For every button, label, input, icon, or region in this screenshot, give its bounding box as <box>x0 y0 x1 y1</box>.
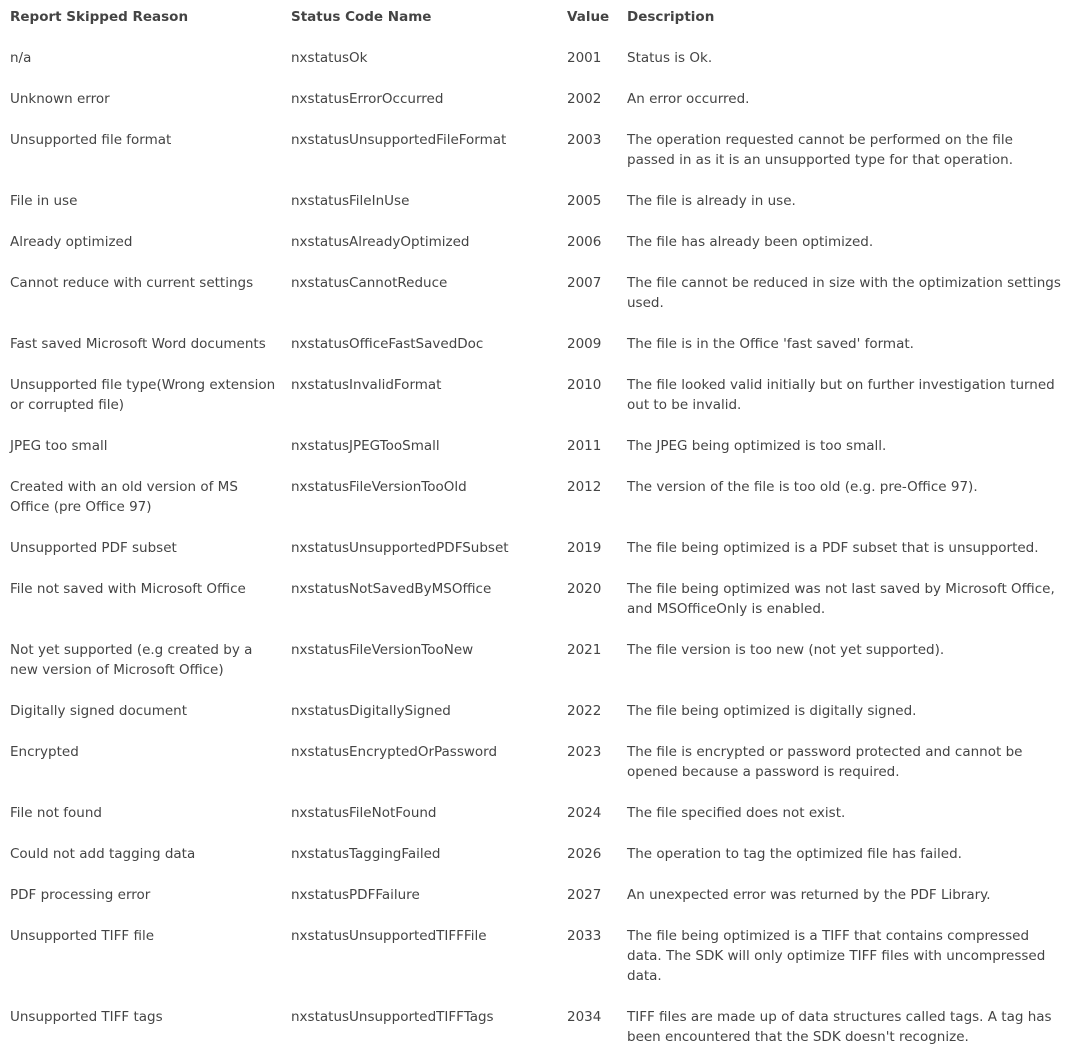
status-code-cell: nxstatusFileNotFound <box>291 805 437 821</box>
reason-cell: File not found <box>10 805 102 821</box>
description-cell: The file looked valid initially but on further investigation turned out to be invalid. <box>627 377 1055 413</box>
reason-cell: Encrypted <box>10 744 79 760</box>
table-row <box>0 225 1070 266</box>
status-code-cell: nxstatusDigitallySigned <box>291 703 451 719</box>
description-cell: The file version is too new (not yet supported). <box>627 642 945 658</box>
description-cell: The file being optimized was not last saved by Microsoft Office, and MSOfficeOnly is enabled. <box>627 581 1055 617</box>
value-cell: 2020 <box>567 581 602 597</box>
description-cell: The file cannot be reduced in size with the optimization settings used. <box>627 275 1061 311</box>
reason-cell: n/a <box>10 50 32 66</box>
value-cell: 2005 <box>567 193 602 209</box>
value-cell: 2002 <box>567 91 602 107</box>
description-cell: The file is in the Office 'fast saved' format. <box>627 336 914 352</box>
description-cell: The operation to tag the optimized file has failed. <box>627 846 962 862</box>
table-row <box>0 41 1070 82</box>
description-cell: An error occurred. <box>627 91 750 107</box>
status-code-cell: nxstatusFileInUse <box>291 193 410 209</box>
status-code-cell: nxstatusJPEGTooSmall <box>291 438 440 454</box>
value-cell: 2006 <box>567 234 602 250</box>
description-cell: An unexpected error was returned by the PDF Library. <box>627 887 991 903</box>
description-cell: TIFF files are made up of data structures called tags. A tag has been encountered that the SDK doesn't recognize. <box>627 1009 1052 1045</box>
table-row <box>0 572 1070 633</box>
reason-cell: Cannot reduce with current settings <box>10 275 254 291</box>
table-row <box>0 694 1070 735</box>
status-code-cell: nxstatusCannotReduce <box>291 275 448 291</box>
table-row <box>0 878 1070 919</box>
reason-cell: Unsupported file format <box>10 132 172 148</box>
table-row <box>0 796 1070 837</box>
description-cell: The file being optimized is digitally signed. <box>627 703 917 719</box>
table-row <box>0 123 1070 184</box>
table-row <box>0 184 1070 225</box>
status-code-cell: nxstatusUnsupportedFileFormat <box>291 132 507 148</box>
reason-cell: File in use <box>10 193 78 209</box>
description-cell: The file being optimized is a PDF subset that is unsupported. <box>627 540 1039 556</box>
reason-cell: Already optimized <box>10 234 133 250</box>
value-cell: 2003 <box>567 132 602 148</box>
table-body <box>0 41 1070 1061</box>
table-row <box>0 633 1070 694</box>
status-code-cell: nxstatusUnsupportedPDFSubset <box>291 540 509 556</box>
status-code-cell: nxstatusErrorOccurred <box>291 91 444 107</box>
value-cell: 2022 <box>567 703 602 719</box>
status-code-cell: nxstatusInvalidFormat <box>291 377 442 393</box>
table-row <box>0 919 1070 1000</box>
header-row <box>0 0 1070 41</box>
value-cell: 2033 <box>567 928 602 944</box>
value-cell: 2027 <box>567 887 602 903</box>
value-cell: 2012 <box>567 479 602 495</box>
reason-cell: File not saved with Microsoft Office <box>10 581 246 597</box>
table-row <box>0 266 1070 327</box>
header-value: Value <box>567 9 610 25</box>
description-cell: The JPEG being optimized is too small. <box>627 438 887 454</box>
reason-cell: Digitally signed document <box>10 703 188 719</box>
description-cell: The file is already in use. <box>627 193 796 209</box>
value-cell: 2026 <box>567 846 602 862</box>
table-header <box>0 0 1070 41</box>
value-cell: 2019 <box>567 540 602 556</box>
status-code-cell: nxstatusUnsupportedTIFFFile <box>291 928 487 944</box>
status-code-cell: nxstatusFileVersionTooNew <box>291 642 474 658</box>
status-code-cell: nxstatusUnsupportedTIFFTags <box>291 1009 494 1025</box>
description-cell: The operation requested cannot be performed on the file passed in as it is an unsupported type for that operation. <box>627 132 1014 168</box>
value-cell: 2001 <box>567 50 602 66</box>
reason-cell: Unsupported TIFF file <box>10 928 155 944</box>
reason-cell: Unsupported TIFF tags <box>10 1009 163 1025</box>
value-cell: 2007 <box>567 275 602 291</box>
status-code-cell: nxstatusFileVersionTooOld <box>291 479 467 495</box>
description-cell: The version of the file is too old (e.g. pre-Office 97). <box>627 479 978 495</box>
table-row <box>0 429 1070 470</box>
reason-cell: Could not add tagging data <box>10 846 196 862</box>
status-code-cell: nxstatusAlreadyOptimized <box>291 234 470 250</box>
description-cell: The file specified does not exist. <box>627 805 846 821</box>
description-cell: Status is Ok. <box>627 50 713 66</box>
value-cell: 2034 <box>567 1009 602 1025</box>
table-row <box>0 470 1070 531</box>
header-report-skipped-reason: Report Skipped Reason <box>10 9 189 25</box>
description-cell: The file being optimized is a TIFF that contains compressed data. The SDK will only optimize TIFF files with uncompressed data. <box>627 928 1046 984</box>
status-code-cell: nxstatusOfficeFastSavedDoc <box>291 336 484 352</box>
description-cell: The file is encrypted or password protected and cannot be opened because a password is required. <box>627 744 1023 780</box>
status-code-cell: nxstatusOk <box>291 50 368 66</box>
value-cell: 2024 <box>567 805 602 821</box>
reason-cell: Fast saved Microsoft Word documents <box>10 336 266 352</box>
reason-cell: Created with an old version of MS Office (pre Office 97) <box>10 479 238 515</box>
value-cell: 2021 <box>567 642 602 658</box>
header-status-code-name: Status Code Name <box>291 9 432 25</box>
status-code-cell: nxstatusTaggingFailed <box>291 846 441 862</box>
table-row <box>0 531 1070 572</box>
value-cell: 2010 <box>567 377 602 393</box>
description-cell: The file has already been optimized. <box>627 234 874 250</box>
status-code-cell: nxstatusPDFFailure <box>291 887 420 903</box>
table-row <box>0 327 1070 368</box>
value-cell: 2011 <box>567 438 602 454</box>
table-row <box>0 837 1070 878</box>
status-code-cell: nxstatusNotSavedByMSOffice <box>291 581 492 597</box>
reason-cell: PDF processing error <box>10 887 151 903</box>
table-row <box>0 82 1070 123</box>
header-description: Description <box>627 9 715 25</box>
reason-cell: Unsupported file type(Wrong extension or corrupted file) <box>10 377 276 413</box>
reason-cell: Unknown error <box>10 91 110 107</box>
table-row <box>0 368 1070 429</box>
value-cell: 2023 <box>567 744 602 760</box>
reason-cell: Unsupported PDF subset <box>10 540 177 556</box>
table-row <box>0 1000 1070 1061</box>
reason-cell: JPEG too small <box>10 438 108 454</box>
status-code-cell: nxstatusEncryptedOrPassword <box>291 744 498 760</box>
reason-cell: Not yet supported (e.g created by a new version of Microsoft Office) <box>10 642 253 678</box>
value-cell: 2009 <box>567 336 602 352</box>
table-row <box>0 735 1070 796</box>
